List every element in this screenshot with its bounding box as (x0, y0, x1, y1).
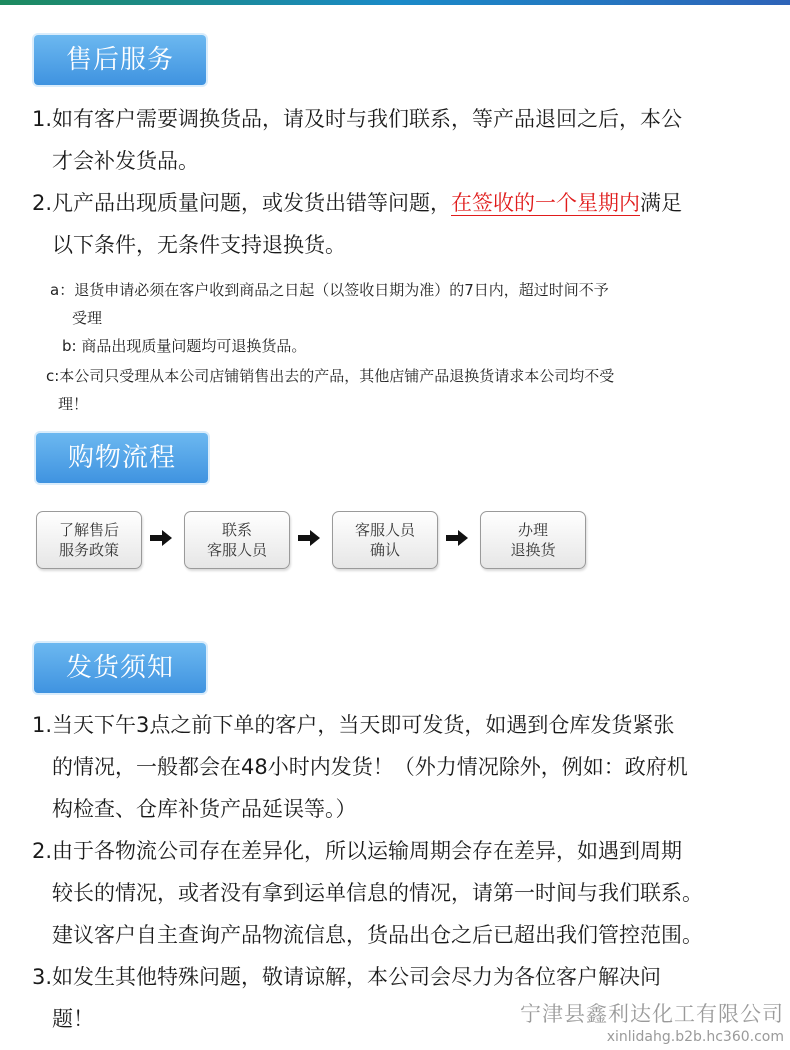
condition-b (62, 332, 762, 360)
top-accent-bar (0, 0, 790, 5)
flow-step-2-line1: 联系 (221, 521, 252, 539)
flow-step-1-line1: 了解售后 (58, 521, 119, 539)
flow-step-3 (332, 511, 438, 569)
shipping-heading: 发货须知 (34, 643, 206, 693)
flow-step-2-line2: 客服人员 (206, 541, 267, 559)
flow-step-4 (480, 511, 586, 569)
after-sales-p2-pre: 2.凡产品出现质量问题，或发货出错等问题， (32, 191, 452, 215)
flow-step-1-line2: 服务政策 (58, 541, 119, 559)
after-sales-p2-post: 满足 (640, 191, 683, 215)
shipping-p2-line1: 2.由于各物流公司存在差异化，所以运输周期会存在差异，如遇到周期 (32, 839, 683, 863)
arrow-right-icon (150, 530, 172, 546)
shipping-paragraph-1 (32, 704, 772, 830)
watermark (520, 1000, 784, 1046)
condition-b-text: b: 商品出现质量问题均可退换货品。 (62, 337, 307, 355)
condition-c (46, 362, 776, 418)
flow-step-1 (36, 511, 142, 569)
condition-a-line2: 受理 (72, 309, 103, 327)
shipping-paragraph-2 (32, 830, 772, 956)
flow-step-4-line2: 退换货 (510, 541, 556, 559)
shipping-p3-line1: 3.如发生其他特殊问题，敬请谅解，本公司会尽力为各位客户解决问 (32, 965, 662, 989)
after-sales-p2-line2: 以下条件，无条件支持退换货。 (52, 233, 346, 257)
shipping-p1-line1: 1.当天下午3点之前下单的客户，当天即可发货，如遇到仓库发货紧张 (32, 713, 675, 737)
shopping-flow-heading: 购物流程 (36, 433, 208, 483)
shipping-p2-line3: 建议客户自主查询产品物流信息，货品出仓之后已超出我们管控范围。 (52, 923, 703, 947)
flow-step-3-line1: 客服人员 (354, 521, 415, 539)
after-sales-p1-line1: 1.如有客户需要调换货品，请及时与我们联系，等产品退回之后，本公 (32, 107, 683, 131)
flow-step-3-line2: 确认 (369, 541, 400, 559)
after-sales-paragraph-2 (32, 182, 772, 266)
watermark-company: 宁津县鑫利达化工有限公司 (520, 1002, 784, 1026)
after-sales-p1-line2: 才会补发货品。 (52, 149, 199, 173)
arrow-right-icon (446, 530, 468, 546)
condition-c-line1: c:本公司只受理从本公司店铺销售出去的产品，其他店铺产品退换货请求本公司均不受 (46, 367, 615, 385)
after-sales-heading: 售后服务 (34, 35, 206, 85)
flow-step-4-line1: 办理 (517, 521, 548, 539)
condition-c-line2: 理！ (58, 395, 89, 413)
flow-step-2 (184, 511, 290, 569)
arrow-right-icon (298, 530, 320, 546)
shipping-p1-line2: 的情况，一般都会在48小时内发货！（外力情况除外，例如：政府机 (52, 755, 688, 779)
shipping-p1-line3: 构检查、仓库补货产品延误等。） (52, 797, 357, 821)
shipping-p2-line2: 较长的情况，或者没有拿到运单信息的情况，请第一时间与我们联系。 (52, 881, 703, 905)
condition-a (50, 276, 770, 332)
watermark-url: xinlidahg.b2b.hc360.com (606, 1029, 784, 1045)
one-week-highlight: 在签收的一个星期内 (451, 191, 641, 215)
condition-a-line1: a：退货申请必须在客户收到商品之日起（以签收日期为准）的7日内，超过时间不予 (50, 281, 609, 299)
shipping-p3-line2: 题！ (52, 1007, 94, 1031)
after-sales-paragraph-1 (32, 98, 772, 182)
